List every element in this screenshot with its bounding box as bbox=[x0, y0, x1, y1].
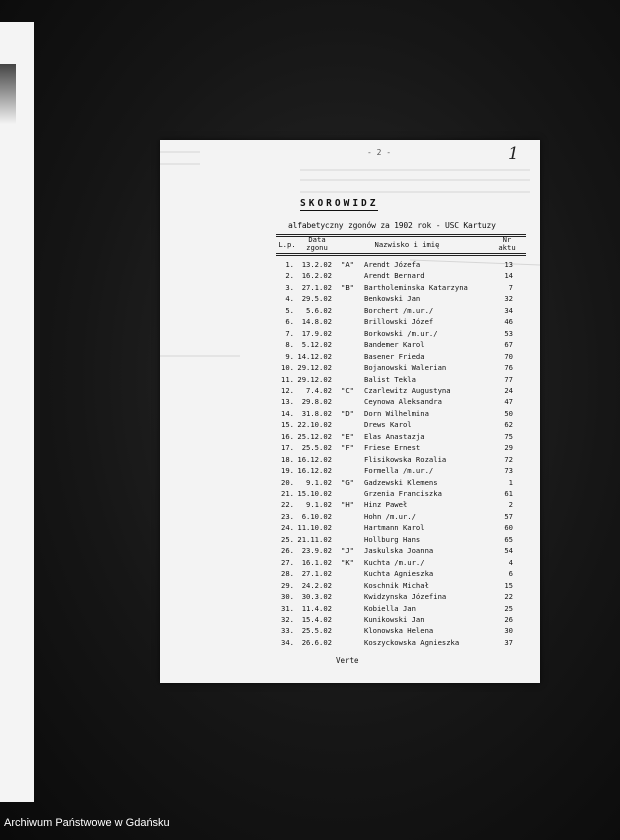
entry-name: Brillowski Józef bbox=[364, 317, 434, 327]
entry-letter: "G" bbox=[341, 477, 354, 487]
entry-name: Jaskulska Joanna bbox=[364, 546, 434, 556]
entry-name: Hollburg Hans bbox=[364, 534, 421, 544]
entry-name: Borkowski /m.ur./ bbox=[364, 328, 438, 338]
entry-date: 23.9.02 bbox=[301, 546, 332, 556]
entry-lp: 23. bbox=[281, 511, 294, 521]
entry-act-number: 25 bbox=[504, 603, 513, 613]
entry-date: 25.5.02 bbox=[301, 443, 332, 453]
entry-letter: "F" bbox=[341, 443, 354, 453]
entry-date: 13.2.02 bbox=[301, 260, 332, 269]
entry-act-number: 26 bbox=[504, 614, 513, 624]
entry-date: 16.1.02 bbox=[301, 557, 332, 567]
entry-date: 29.8.02 bbox=[301, 397, 332, 407]
entry-lp: 20. bbox=[281, 477, 294, 487]
col-header-date bbox=[300, 236, 334, 252]
entry-act-number: 50 bbox=[504, 408, 513, 418]
entry-act-number: 62 bbox=[504, 420, 513, 430]
entry-name: Bojanowski Walerian bbox=[364, 363, 447, 373]
page-edge-mark bbox=[0, 64, 16, 124]
entry-act-number: 6 bbox=[508, 569, 513, 579]
header-rule-bottom bbox=[276, 253, 526, 254]
entry-lp: 31. bbox=[281, 603, 294, 613]
entry-letter: "D" bbox=[341, 408, 354, 418]
entry-date: 14.12.02 bbox=[297, 351, 332, 361]
entry-name: Kwidzynska Józefina bbox=[364, 592, 447, 602]
entry-act-number: 15 bbox=[504, 580, 513, 590]
entry-act-number: 73 bbox=[504, 466, 513, 476]
document-page bbox=[160, 140, 540, 683]
entry-date: 14.8.02 bbox=[301, 317, 332, 327]
archive-footer: Archiwum Państwowe w Gdańsku bbox=[4, 817, 170, 829]
entry-lp: 7. bbox=[285, 328, 294, 338]
entry-letter: "K" bbox=[341, 557, 354, 567]
entry-letter: "A" bbox=[341, 260, 354, 269]
entry-date: 31.8.02 bbox=[301, 408, 332, 418]
entry-act-number: 4 bbox=[508, 557, 513, 567]
entry-act-number: 46 bbox=[504, 317, 513, 327]
entry-name: Friese Ernest bbox=[364, 443, 421, 453]
entry-act-number: 54 bbox=[504, 546, 513, 556]
entry-date: 15.10.02 bbox=[297, 489, 332, 498]
col-header-nr bbox=[496, 236, 518, 252]
entry-name: Hinz Paweł bbox=[364, 500, 408, 510]
entry-date: 5.6.02 bbox=[306, 305, 332, 315]
entry-date: 16.12.02 bbox=[297, 454, 332, 464]
entry-lp: 28. bbox=[281, 569, 294, 579]
entry-lp: 8. bbox=[285, 340, 294, 350]
entry-lp: 2. bbox=[285, 271, 294, 281]
entry-lp: 22. bbox=[281, 500, 294, 510]
entry-lp: 27. bbox=[281, 557, 294, 567]
entry-date: 25.5.02 bbox=[301, 626, 332, 636]
entry-lp: 29. bbox=[281, 580, 294, 590]
entry-act-number: 13 bbox=[504, 260, 513, 269]
entry-name: Gadzewski Klemens bbox=[364, 477, 438, 487]
entry-letter: "H" bbox=[341, 500, 354, 510]
entry-date: 29.5.02 bbox=[301, 294, 332, 304]
entry-lp: 21. bbox=[281, 489, 294, 498]
entry-name: Drews Karol bbox=[364, 420, 412, 430]
entry-lp: 3. bbox=[285, 282, 294, 292]
entry-name: Hohn /m.ur./ bbox=[364, 511, 416, 521]
entry-date: 29.12.02 bbox=[297, 374, 332, 384]
entry-act-number: 14 bbox=[504, 271, 513, 281]
entry-date: 15.4.02 bbox=[301, 614, 332, 624]
entry-name: Hartmann Karol bbox=[364, 523, 425, 533]
entry-letter: "B" bbox=[341, 282, 354, 292]
entry-date: 7.4.02 bbox=[306, 385, 332, 395]
entry-act-number: 77 bbox=[504, 374, 513, 384]
entry-name: Ceynowa Aleksandra bbox=[364, 397, 442, 407]
entry-act-number: 32 bbox=[504, 294, 513, 304]
entry-lp: 26. bbox=[281, 546, 294, 556]
entry-name: Koszyckowska Agnieszka bbox=[364, 637, 460, 647]
entry-date: 27.1.02 bbox=[301, 282, 332, 292]
entry-date: 27.1.02 bbox=[301, 569, 332, 579]
entry-lp: 33. bbox=[281, 626, 294, 636]
adjacent-page-edge bbox=[0, 22, 34, 802]
entry-act-number: 67 bbox=[504, 340, 513, 350]
col-header-date-line2: zgonu bbox=[306, 243, 328, 252]
entry-lp: 9. bbox=[285, 351, 294, 361]
entry-act-number: 61 bbox=[504, 489, 513, 498]
entry-lp: 13. bbox=[281, 397, 294, 407]
entry-name: Arendt Józefa bbox=[364, 260, 421, 269]
verte-note: Verte bbox=[336, 656, 359, 665]
entry-act-number: 65 bbox=[504, 534, 513, 544]
entry-name: Balist Tekla bbox=[364, 374, 416, 384]
entry-date: 30.3.02 bbox=[301, 592, 332, 602]
entry-lp: 11. bbox=[281, 374, 294, 384]
entry-date: 17.9.02 bbox=[301, 328, 332, 338]
entry-act-number: 22 bbox=[504, 592, 513, 602]
col-header-lp: L.p. bbox=[278, 240, 296, 249]
entry-date: 6.10.02 bbox=[301, 511, 332, 521]
entry-date: 9.1.02 bbox=[306, 477, 332, 487]
entry-name: Klonowska Helena bbox=[364, 626, 434, 636]
entry-name: Koschnik Michał bbox=[364, 580, 429, 590]
entry-name: Borchert /m.ur./ bbox=[364, 305, 434, 315]
entry-act-number: 7 bbox=[508, 282, 513, 292]
entry-lp: 6. bbox=[285, 317, 294, 327]
entry-act-number: 57 bbox=[504, 511, 513, 521]
entry-date: 16.12.02 bbox=[297, 466, 332, 476]
entry-lp: 17. bbox=[281, 443, 294, 453]
col-header-date-line1: Data bbox=[308, 235, 326, 244]
entry-name: Kuchta Agnieszka bbox=[364, 569, 434, 579]
entry-date: 16.2.02 bbox=[301, 271, 332, 281]
entry-date: 11.4.02 bbox=[301, 603, 332, 613]
entry-lp: 19. bbox=[281, 466, 294, 476]
entry-lp: 34. bbox=[281, 637, 294, 647]
entry-date: 9.1.02 bbox=[306, 500, 332, 510]
entry-lp: 16. bbox=[281, 431, 294, 441]
entry-lp: 10. bbox=[281, 363, 294, 373]
entry-lp: 12. bbox=[281, 385, 294, 395]
entry-name: Kuchta /m.ur./ bbox=[364, 557, 425, 567]
entry-name: Bartholeminska Katarzyna bbox=[364, 282, 468, 292]
page-marker: - 2 - bbox=[367, 148, 392, 157]
entry-act-number: 30 bbox=[504, 626, 513, 636]
entry-name: Kunikowski Jan bbox=[364, 614, 425, 624]
entry-act-number: 53 bbox=[504, 328, 513, 338]
entry-act-number: 1 bbox=[508, 477, 513, 487]
entry-name: Flisikowska Rozalia bbox=[364, 454, 447, 464]
entry-act-number: 60 bbox=[504, 523, 513, 533]
entry-date: 25.12.02 bbox=[297, 431, 332, 441]
entry-date: 22.10.02 bbox=[297, 420, 332, 430]
entry-lp: 15. bbox=[281, 420, 294, 430]
entry-name: Bandemer Karol bbox=[364, 340, 425, 350]
document-title: SKOROWIDZ bbox=[300, 198, 379, 209]
entry-date: 21.11.02 bbox=[297, 534, 332, 544]
entry-date: 29.12.02 bbox=[297, 363, 332, 373]
entry-act-number: 37 bbox=[504, 637, 513, 647]
entry-lp: 30. bbox=[281, 592, 294, 602]
entry-act-number: 29 bbox=[504, 443, 513, 453]
entry-act-number: 72 bbox=[504, 454, 513, 464]
entry-act-number: 75 bbox=[504, 431, 513, 441]
entry-act-number: 2 bbox=[508, 500, 513, 510]
entry-date: 26.6.02 bbox=[301, 637, 332, 647]
handwritten-page-number: 1 bbox=[508, 144, 519, 164]
entry-act-number: 76 bbox=[504, 363, 513, 373]
entry-act-number: 24 bbox=[504, 385, 513, 395]
col-header-name: Nazwisko i imię bbox=[374, 240, 440, 249]
entry-lp: 32. bbox=[281, 614, 294, 624]
entry-letter: "C" bbox=[341, 385, 354, 395]
entry-lp: 5. bbox=[285, 305, 294, 315]
entry-name: Benkowski Jan bbox=[364, 294, 421, 304]
entry-name: Elas Anastazja bbox=[364, 431, 425, 441]
entry-name: Kobiella Jan bbox=[364, 603, 416, 613]
entry-lp: 14. bbox=[281, 408, 294, 418]
col-header-nr-line1: Nr bbox=[502, 235, 512, 244]
entry-lp: 4. bbox=[285, 294, 294, 304]
entry-act-number: 47 bbox=[504, 397, 513, 407]
entry-name: Basener Frieda bbox=[364, 351, 425, 361]
entry-date: 24.2.02 bbox=[301, 580, 332, 590]
entry-lp: 18. bbox=[281, 454, 294, 464]
entry-name: Grzenia Franciszka bbox=[364, 489, 442, 498]
entry-act-number: 70 bbox=[504, 351, 513, 361]
entry-lp: 25. bbox=[281, 534, 294, 544]
document-subtitle: alfabetyczny zgonów za 1902 rok - USC Kartuzy bbox=[288, 221, 496, 230]
entry-lp: 1. bbox=[285, 260, 294, 269]
entry-name: Dorn Wilhelmina bbox=[364, 408, 429, 418]
entry-date: 11.10.02 bbox=[297, 523, 332, 533]
entry-date: 5.12.02 bbox=[301, 340, 332, 350]
entry-letter: "J" bbox=[341, 546, 354, 556]
entry-name: Formella /m.ur./ bbox=[364, 466, 434, 476]
entry-letter: "E" bbox=[341, 431, 354, 441]
header-rule-bottom-2 bbox=[276, 255, 526, 256]
entry-lp: 24. bbox=[281, 523, 294, 533]
entry-name: Czarlewitz Augustyna bbox=[364, 385, 451, 395]
entry-act-number: 34 bbox=[504, 305, 513, 315]
entry-name: Arendt Bernard bbox=[364, 271, 425, 281]
col-header-nr-line2: aktu bbox=[498, 243, 516, 252]
